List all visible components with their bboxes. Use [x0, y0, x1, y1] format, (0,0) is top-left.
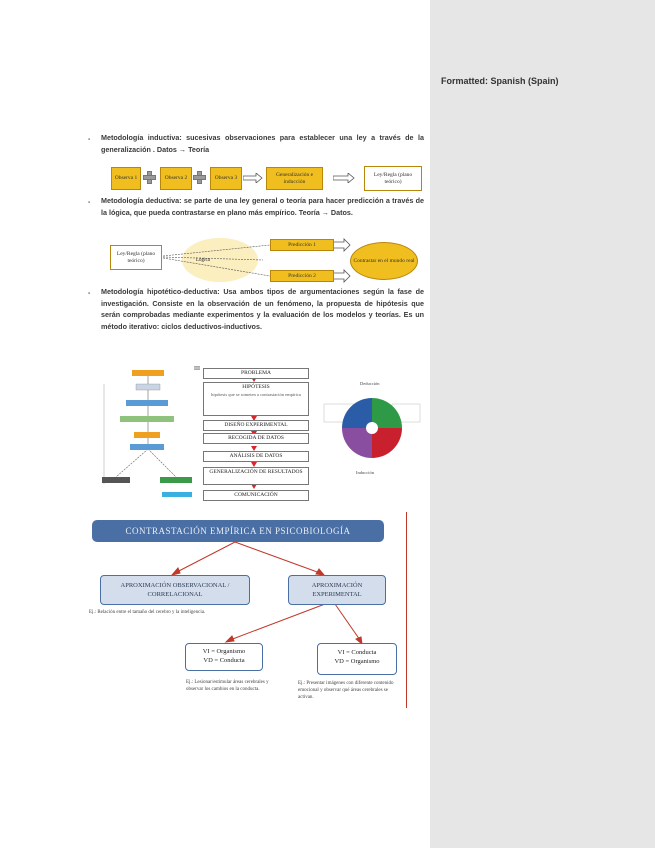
left-example: Ej.: Lesionar/estimular áreas cerebrales y observar los cambios en la conducta. [186, 680, 269, 692]
law-box-deductive: Ley/Regla (plano teórico) [110, 245, 162, 270]
arrow-right-icon [333, 173, 355, 183]
law-box: Ley/Regla (plano teórico) [364, 166, 422, 191]
step-design: DISEÑO EXPERIMENTAL [203, 420, 309, 431]
bullet-2: - [88, 199, 91, 206]
left-vi: VI = Organismo [202, 648, 246, 655]
inductive-lead: Metodología inductiva [101, 133, 180, 142]
step-generalization: GENERALIZACIÓN DE RESULTADOS [203, 467, 309, 485]
plus-icon [193, 171, 206, 184]
step-problem: PROBLEMA [203, 368, 309, 379]
deductive-lead: Metodología deductiva [101, 196, 180, 205]
cycle-figure [322, 388, 422, 468]
observational-example: Ej.: Relación entre el tamaño del cerebro y la inteligencia. [89, 610, 206, 615]
right-variables-box [317, 643, 397, 675]
research-flow-figure [96, 364, 196, 504]
contrast-real-world-ellipse: Contrastar en el mundo real [350, 242, 418, 280]
paragraph-inductive [101, 132, 424, 155]
cycle-top-label: Deducción [360, 381, 380, 386]
experimental-approach-box: APROXIMACIÓN EXPERIMENTAL [288, 575, 386, 605]
observational-approach-box: APROXIMACIÓN OBSERVACIONAL / CORRELACIONAL [100, 575, 250, 605]
right-example: Ej.: Presentar imágenes con diferente contenido emocional y observar qué áreas cerebrales se activan. [298, 681, 394, 700]
plus-icon [143, 171, 156, 184]
step-data-collection: RECOGIDA DE DATOS [203, 433, 309, 444]
right-vi: VI = Conducta [337, 649, 377, 656]
left-variables-box [185, 643, 263, 671]
figure-marker: III [194, 366, 200, 372]
hypothetico-text: : Usa ambos tipos de argumentaciones según la fase de investigación. Consiste en la observación de un fenómeno, la propuesta de hipótesis que serán comprobadas mediante experimentos y la evaluación de los modelos y teorías. Es un método iterativo: ciclos deductivos-inductivos. [101, 287, 424, 331]
comment-sidebar [430, 0, 655, 848]
logic-label: Lógica [196, 258, 210, 263]
deductive-text: : se parte de una ley general o teoría para hacer predicción a través de la lógica, que pueda contrastarse en plano más empírico. Teoría → Datos. [101, 196, 424, 217]
step-communication: COMUNICACIÓN [203, 490, 309, 501]
formatting-note: Formatted: Spanish (Spain) [441, 76, 559, 86]
bullet-1: - [88, 136, 91, 143]
observation-2-box: Observa 2 [160, 167, 192, 190]
hypothesis-note: hipótesis que se someten a contrastación empírica [211, 392, 301, 397]
right-vd: VD = Organismo [334, 658, 380, 665]
bullet-3: - [88, 290, 91, 297]
arrow-right-icon [243, 173, 263, 183]
prediction-2-box: Predicción 2 [270, 270, 334, 282]
divider-line [406, 512, 407, 708]
step-hypothesis [203, 382, 309, 416]
paragraph-deductive [101, 195, 424, 218]
contrast-title: CONTRASTACIÓN EMPÍRICA EN PSICOBIOLOGÍA [92, 520, 384, 542]
observation-1-box: Observa 1 [111, 167, 141, 190]
hypothetico-lead: Metodología hipotético-deductiva [101, 287, 218, 296]
cycle-bottom-label: Inducción [356, 470, 374, 475]
inductive-text: : sucesivas observaciones para establecer una ley a través de la generalización . Datos → Teoría [101, 133, 424, 154]
hypothesis-title: HIPÓTESIS [242, 384, 270, 390]
left-vd: VD = Conducta [203, 657, 245, 664]
paragraph-hypothetico [101, 286, 424, 332]
generalization-box: Generalización e inducción [266, 167, 323, 190]
observation-3-box: Observa 3 [210, 167, 242, 190]
prediction-1-box: Predicción 1 [270, 239, 334, 251]
step-analysis: ANÁLISIS DE DATOS [203, 451, 309, 462]
